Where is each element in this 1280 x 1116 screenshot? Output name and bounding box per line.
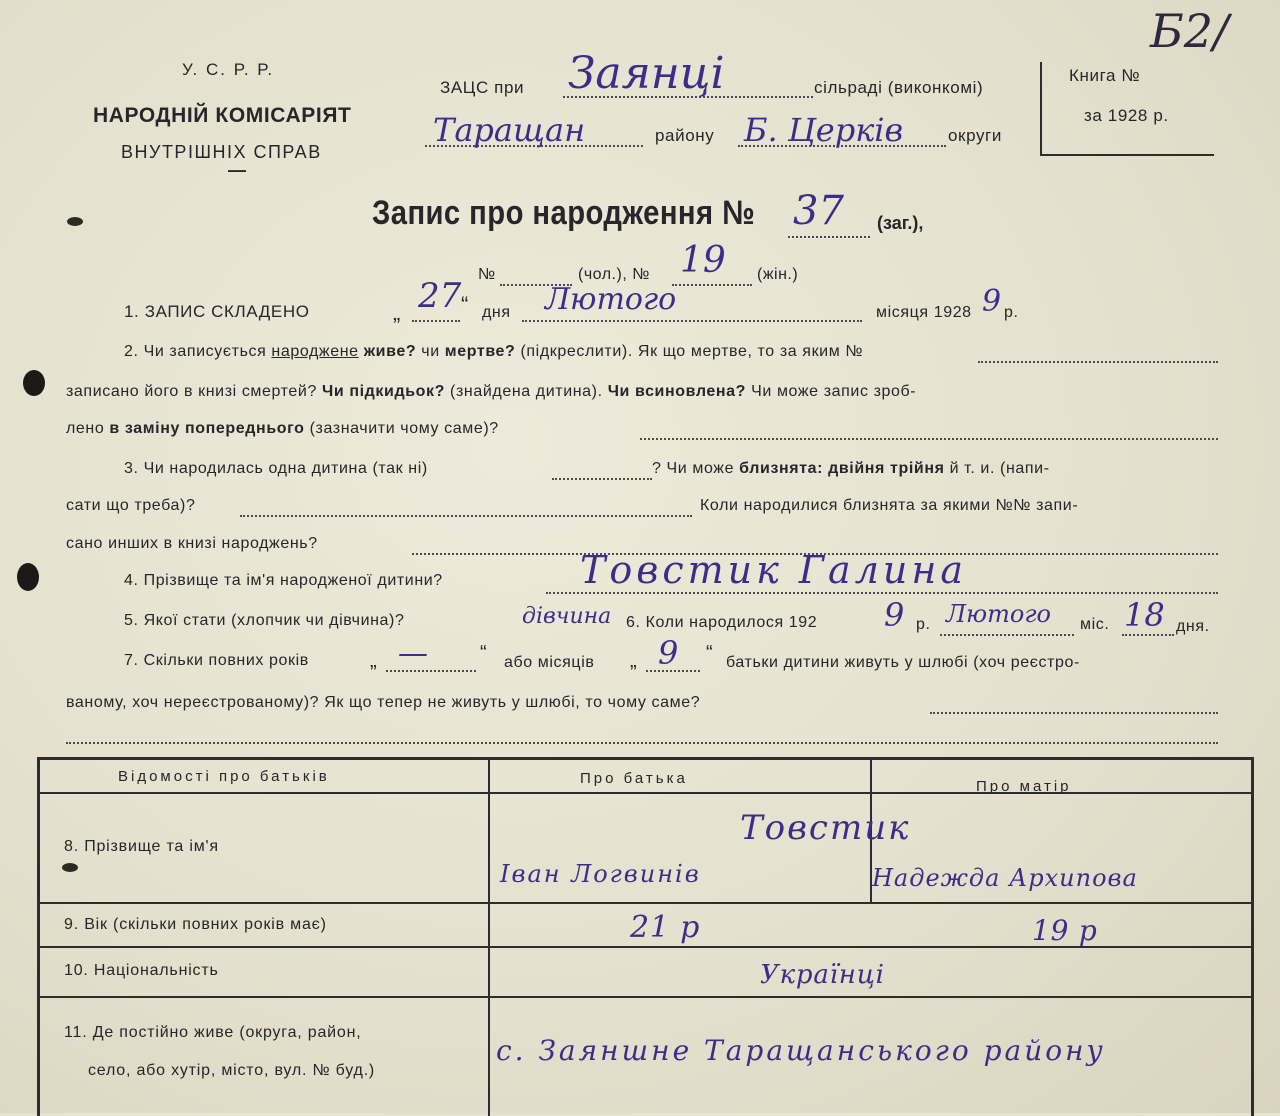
q7-open-quote-1: „	[370, 650, 378, 672]
q7-extra-dots	[66, 742, 1218, 744]
col-header-info: Відомості про батьків	[118, 768, 330, 785]
q2-question: 2. Чи записується	[124, 343, 267, 360]
row8-mother-name-handwritten: Надежда Архипова	[872, 864, 1138, 892]
record-number-dots	[788, 236, 870, 238]
q1-month-handwritten: Лютого	[545, 282, 677, 317]
q3-maybe: ? Чи може	[652, 460, 735, 477]
row10-nationality-handwritten: Українці	[760, 960, 885, 990]
punch-hole-bottom	[17, 563, 39, 591]
q6-mis: міс.	[1080, 616, 1110, 633]
q1-month-word: місяця 1928	[876, 304, 972, 321]
q2-replace: в заміну попереднього	[109, 420, 305, 437]
q2-reason-dots	[640, 438, 1218, 440]
q4-dots	[546, 592, 1218, 594]
q4-label: 4. Прізвище та ім'я народженої дитини?	[124, 572, 443, 589]
q7-line2: ваному, хоч нереєстрованому)? Як що тепер не живуть у шлюбі, то чому саме?	[66, 694, 701, 711]
row-line-8	[40, 902, 1251, 904]
q7-months-handwritten: 9	[658, 634, 679, 672]
q3-line1-rest	[652, 460, 1050, 478]
q2-born-underlined: народжене	[271, 343, 359, 360]
q7-open-quote-2: „	[630, 650, 638, 672]
q2-line3	[66, 420, 499, 438]
q7-marriage: батьки дитини живуть у шлюбі (хоч реєстро-	[726, 654, 1080, 671]
record-title: Запис про народження №	[372, 194, 756, 232]
q2-made: лено	[66, 420, 105, 437]
row9-mother-age-handwritten: 19 р	[1032, 914, 1098, 947]
okrug-word: округи	[948, 126, 1002, 145]
row9-father-age-handwritten: 21 р	[630, 910, 701, 945]
row11-label-line2: село, або хутір, місто, вул. № буд.)	[88, 1062, 376, 1079]
district-handwritten: Таращан	[433, 111, 586, 149]
row8-label: 8. Прізвище та ім'я	[64, 838, 219, 855]
col-divider-2-top	[870, 760, 872, 792]
q7-reason-dots	[930, 712, 1218, 714]
q1-day-word: дня	[482, 304, 511, 321]
book-box	[1040, 62, 1214, 156]
q6-year-handwritten: 9	[884, 596, 905, 634]
zags-prefix: ЗАЦС при	[440, 78, 525, 97]
q3-twins-numbers: Коли народилися близнята за якими №№ запи-	[700, 497, 1079, 514]
q2-line2	[66, 383, 916, 401]
q1-r: р.	[1004, 304, 1019, 321]
row9-label: 9. Вік (скільки повних років має)	[64, 916, 327, 933]
q3-write: сати що треба)?	[66, 497, 196, 514]
header-dash: —	[228, 160, 246, 180]
village-handwritten: Заянці	[568, 48, 725, 99]
q2-death-book: записано його в книзі смертей?	[66, 383, 317, 400]
col-header-mother: Про матір	[976, 778, 1072, 795]
q2-or: чи	[421, 343, 440, 360]
q2-line1-start	[124, 343, 863, 361]
female-number-handwritten: 19	[680, 240, 726, 281]
q3-write-dots	[240, 515, 692, 517]
q1-month-dots	[522, 320, 862, 322]
q3-other-births: сано инших в книзі народжень?	[66, 535, 318, 552]
q5-sex-handwritten: дівчина	[522, 604, 612, 629]
q3-single-dots	[552, 478, 652, 480]
q6-month-dots	[940, 634, 1074, 636]
q2-reason: (зазначити чому саме)?	[309, 420, 499, 437]
book-year: за 1928 р.	[1084, 106, 1169, 125]
male-number-sign: №	[478, 266, 496, 283]
female-number-dots	[672, 284, 752, 286]
q5-label: 5. Якої стати (хлопчик чи дівчина)?	[124, 612, 405, 629]
republic-label: У. С. Р. Р.	[182, 60, 275, 79]
commissariat-label: НАРОДНІЙ КОМІСАРІЯТ	[93, 104, 352, 127]
q4-child-name-handwritten: Товстик Галина	[580, 548, 968, 592]
council-suffix: сільраді (виконкомі)	[814, 78, 984, 97]
row-line-10	[40, 996, 1251, 998]
q1-open-quote: „	[393, 300, 401, 325]
q1-day-dots	[412, 320, 460, 322]
q1-day-handwritten: 27	[418, 276, 462, 316]
q1-label: 1. ЗАПИС СКЛАДЕНО	[124, 302, 310, 321]
male-label: (чол.), №	[578, 266, 650, 283]
q6-month-handwritten: Лютого	[946, 600, 1051, 628]
district-word: району	[655, 126, 715, 145]
q7-or-months: або місяців	[504, 654, 595, 671]
q7-close-quote-1: “	[480, 642, 488, 664]
q3-single: 3. Чи народилась одна дитина (так ні)	[124, 460, 428, 477]
corner-archive-mark: Б2/	[1150, 4, 1229, 58]
q2-death-number-dots	[978, 361, 1218, 363]
row11-label-line1: 11. Де постійно живе (округа, район,	[64, 1024, 362, 1041]
q6-day-dots	[1122, 634, 1174, 636]
col-divider-1	[488, 760, 490, 1116]
row8-father-name-handwritten: Іван Логвинів	[500, 860, 701, 888]
q7-years-handwritten: —	[398, 636, 428, 671]
row11-address-handwritten: с. Заяншне Таращанського району	[496, 1034, 1106, 1067]
department-label: ВНУТРІШНІХ СПРАВ	[121, 142, 322, 162]
q2-alive: живе?	[363, 343, 417, 360]
q3-etc: й т. и. (напи-	[949, 460, 1050, 477]
q6-r: р.	[916, 616, 931, 633]
q7-label: 7. Скільки повних років	[124, 652, 309, 669]
q2-replacement-question: Чи може запис зроб-	[751, 383, 917, 400]
q2-dead: мертве?	[444, 343, 516, 360]
q6-label: 6. Коли народилося 192	[626, 614, 818, 631]
row8-surname-handwritten: Товстик	[740, 808, 911, 848]
parents-table	[37, 757, 1254, 1116]
record-title-suffix: (заг.),	[877, 213, 924, 233]
q2-foundling: Чи підкидьок?	[322, 383, 445, 400]
record-number-handwritten: 37	[793, 188, 844, 234]
book-number-label: Книга №	[1069, 66, 1141, 85]
q1-close-quote: “	[461, 292, 469, 317]
punch-hole-top	[23, 370, 45, 396]
q7-close-quote-2: “	[706, 642, 714, 664]
row10-label: 10. Національність	[64, 962, 219, 979]
q2-found-child: (знайдена дитина).	[450, 383, 603, 400]
q1-year-handwritten: 9	[982, 284, 1002, 319]
col-header-father: Про батька	[580, 770, 688, 787]
female-label: (жін.)	[757, 266, 799, 283]
pin-hole-1	[67, 217, 83, 226]
q3-twins: близнята: двійня трійня	[739, 460, 945, 477]
q6-day: дня.	[1176, 618, 1210, 635]
q6-day-handwritten: 18	[1124, 596, 1165, 634]
q2-rest: (підкреслити). Як що мертве, то за яким №	[520, 343, 864, 360]
okrug-handwritten: Б. Церків	[744, 111, 904, 149]
q2-adopted: Чи всиновлена?	[607, 383, 747, 400]
